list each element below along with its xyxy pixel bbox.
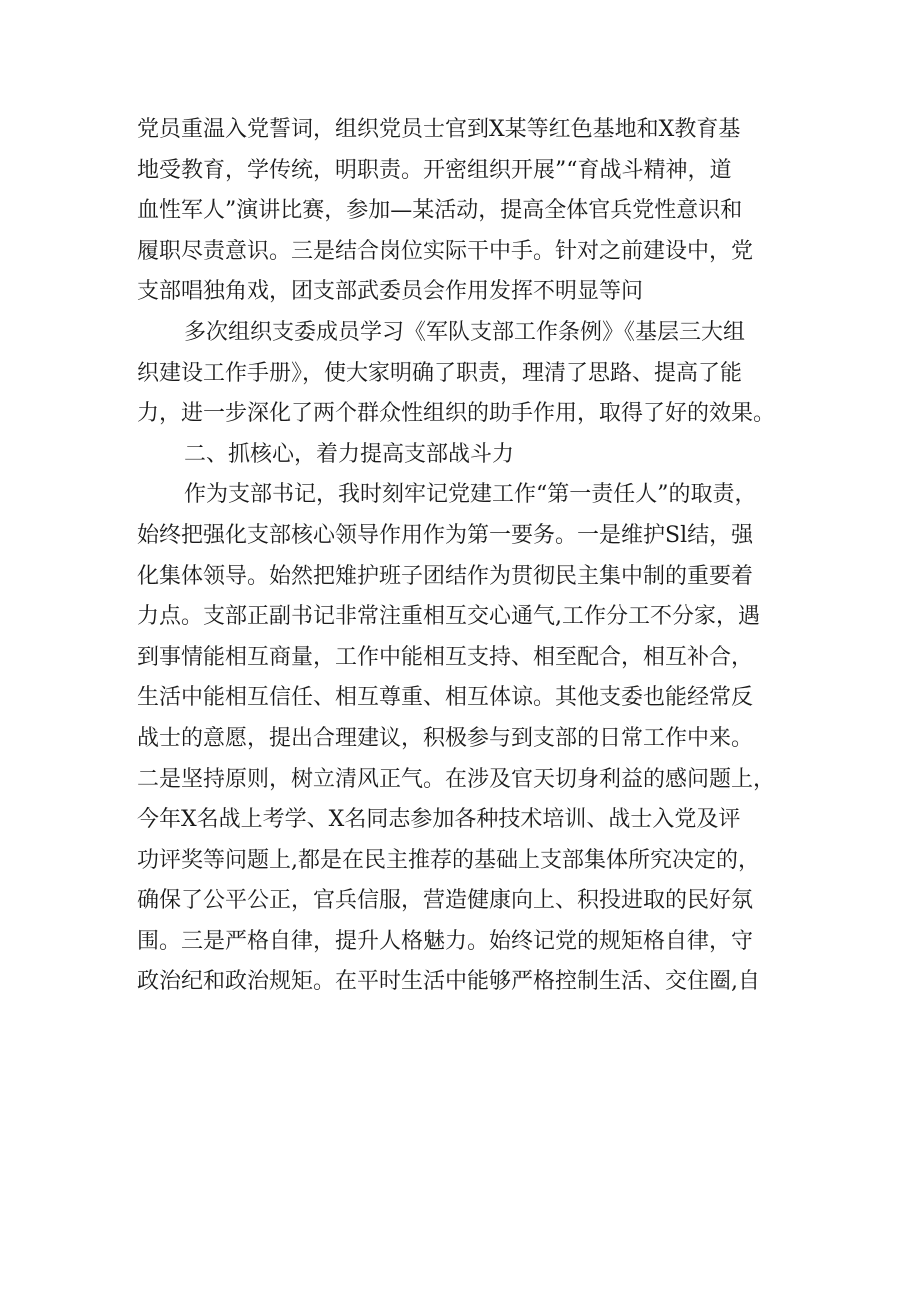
text-line: 二、抓核心，着力提高支部战斗力 [184,441,515,467]
text-line: 化集体领导。始然把雉护班子团结作为贯彻民主集中制的重要着 [137,563,754,589]
text-line: 力，进一步深化了两个群众性组织的助手作用，取得了好的效果。 [137,401,776,427]
text-line: 力点。支部正副书记非常注重相互交心通气,工作分工不分家，遇 [137,604,760,630]
text-line: 织建设工作手册》，使大家明确了职责，理清了思路、提高了能 [137,360,743,386]
document-body [137,110,797,1003]
text-line: 确保了公平公正，官兵信服，营造健康向上、积投进取的民好氛 [137,888,754,914]
text-line: 政治纪和政治规矩。在平时生活中能够严格控制生活、交住圈,自 [137,969,760,995]
text-line: 功评奖等问题上,都是在民主推荐的基础上支部集体所究决定的， [137,847,760,873]
text-line: 始终把强化支部核心领导作用作为第一要务。一是维护Sl结，强 [137,522,754,548]
text-line: 地受教育，学传统，明职责。开密组织开展”“育战斗精神，道 [137,157,732,183]
text-line: 围。三是严格自律，提升人格魅力。始终记党的规矩格自律，守 [137,928,754,954]
text-line: 今年X名战上考学、X名同志参加各种技术培训、战士入党及评 [137,807,741,833]
text-line: 血性军人”演讲比赛，参加—某活动，提高全体官兵党性意识和 [137,198,743,224]
text-line: 作为支部书记，我时刻牢记党建工作“第一责任人”的取责， [184,482,757,508]
text-line: 生活中能相互信任、相互尊重、相互体谅。其他支委也能经常反 [137,685,754,711]
text-line: 战士的意愿，提出合理建议，积极参与到支部的日常工作中来。 [137,725,754,751]
text-line: 履职尽责意识。三是结合岗位实际干中手。针对之前建设中，党 [137,238,754,264]
text-line: 支部唱独角戏，团支部武委员会作用发挥不明显等问 [137,279,644,305]
text-line: 多次组织支委成员学习《军队支部工作条例》《基层三大组 [184,319,746,345]
text-line: 到事情能相互商量，工作中能相互支持、相至配合，相互补合， [137,644,754,670]
text-line: 二是坚持原则，树立清风正气。在涉及官天切身利益的感问题上， [137,766,776,792]
text-line: 党员重温入党誓词，组织党员士官到X某等红色基地和X教育基 [137,117,741,142]
